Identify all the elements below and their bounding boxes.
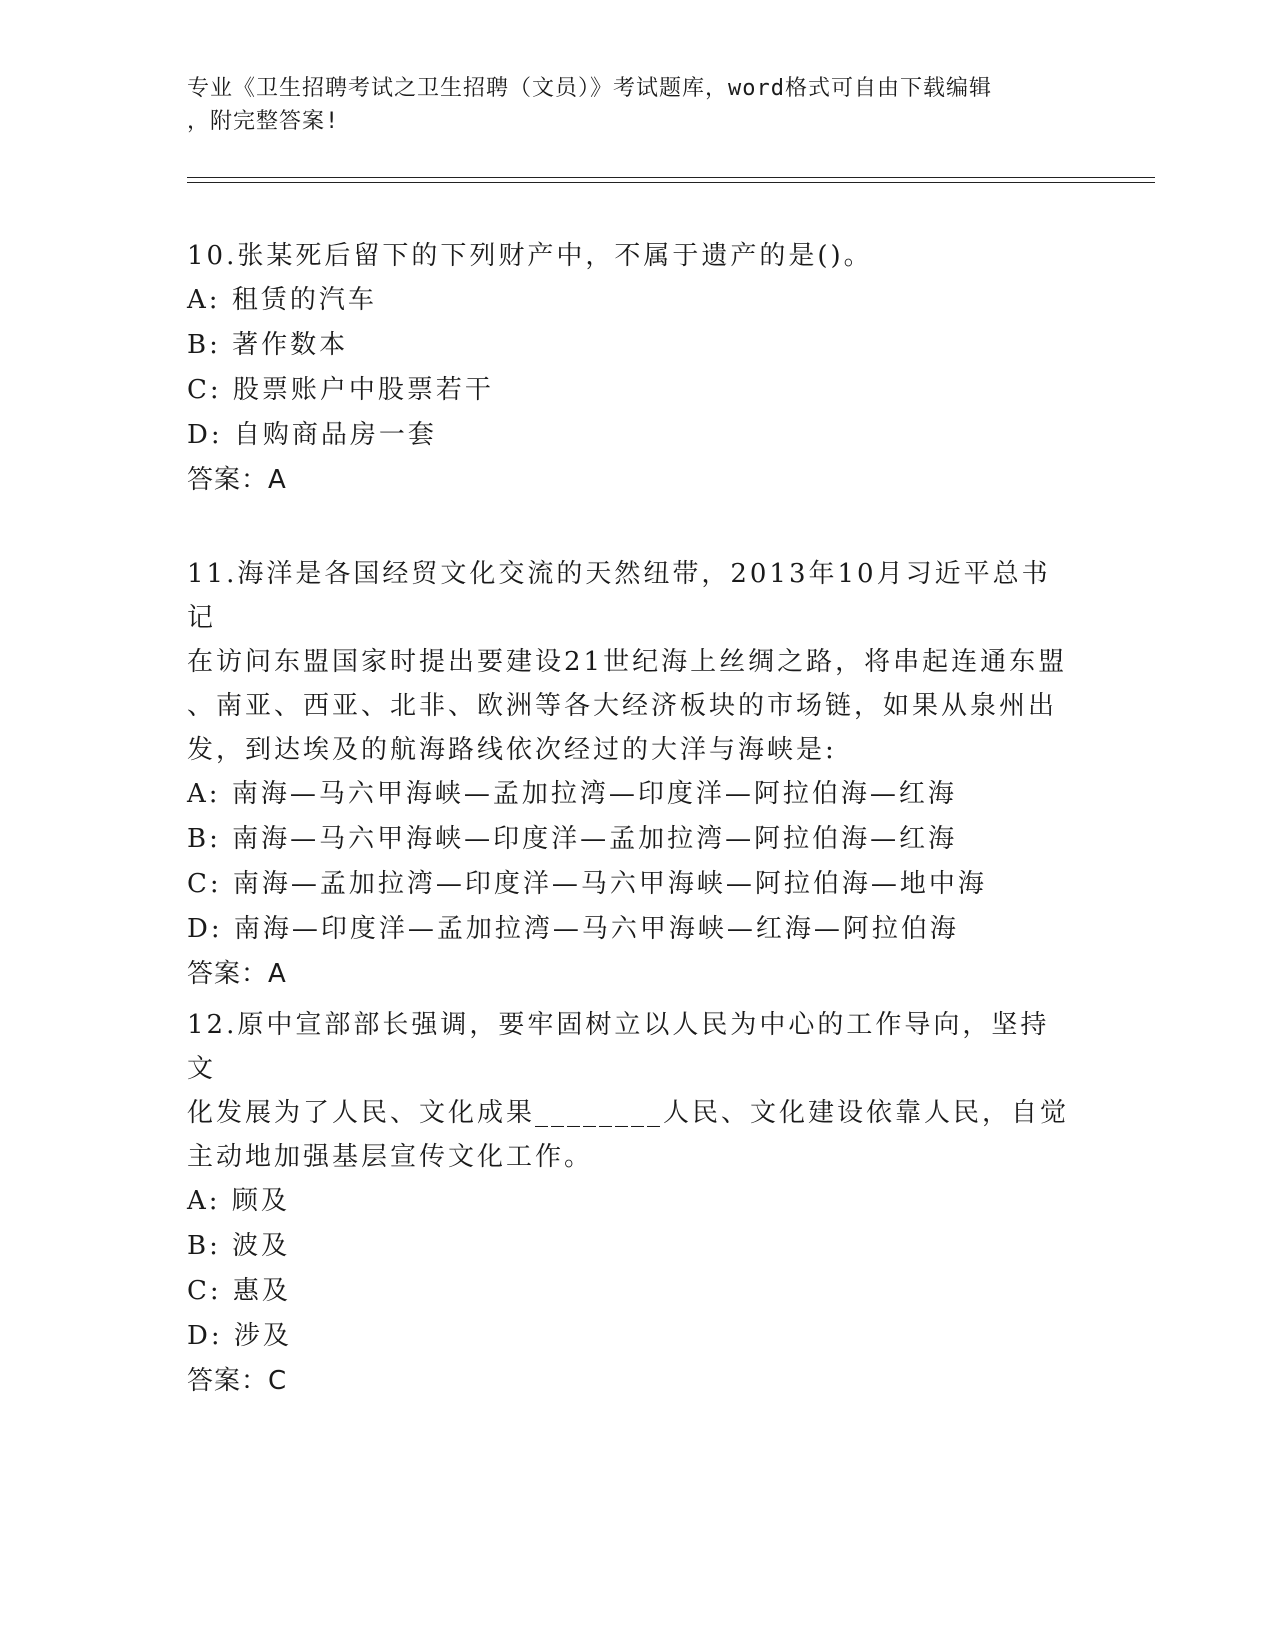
- question-12: [187, 1003, 1077, 1404]
- option-d: [187, 907, 1077, 952]
- option-text: 自购商品房一套: [233, 420, 437, 450]
- option-letter: B:: [187, 1231, 221, 1261]
- option-letter: A:: [187, 1186, 221, 1216]
- question-stem-line: 化发展为了人民、文化成果________人民、文化建设依靠人民，自觉: [187, 1098, 1070, 1128]
- option-c: [187, 368, 1077, 413]
- option-b: [187, 323, 1077, 368]
- header-divider: [187, 177, 1155, 178]
- option-letter: C:: [187, 869, 222, 899]
- option-c: [187, 862, 1077, 907]
- option-letter: D:: [187, 420, 223, 450]
- question-stem-line: 11.海洋是各国经贸文化交流的天然纽带，2013年10月习近平总书记: [187, 559, 1051, 633]
- option-a: [187, 1179, 1077, 1224]
- header-line: 专业《卫生招聘考试之卫生招聘（文员）》考试题库，word格式可自由下载编辑: [187, 76, 992, 101]
- option-a: [187, 772, 1077, 817]
- option-text: 涉及: [233, 1321, 292, 1351]
- option-c: [187, 1269, 1077, 1314]
- option-text: 著作数本: [232, 330, 349, 360]
- option-letter: B:: [187, 824, 221, 854]
- question-stem-line: 主动地加强基层宣传文化工作。: [187, 1142, 594, 1172]
- option-text: 股票账户中股票若干: [232, 375, 494, 405]
- answer-line: 答案：A: [187, 465, 287, 495]
- header-divider: [187, 182, 1155, 183]
- option-b: [187, 1224, 1077, 1269]
- option-text: 顾及: [231, 1186, 290, 1216]
- option-text: 南海—马六甲海峡—印度洋—孟加拉湾—阿拉伯海—红海: [232, 824, 958, 854]
- option-letter: C:: [187, 1276, 222, 1306]
- answer-line: 答案：C: [187, 1366, 288, 1396]
- option-letter: D:: [187, 1321, 223, 1351]
- question-10: [187, 234, 1077, 503]
- option-text: 租赁的汽车: [231, 285, 377, 315]
- option-letter: B:: [187, 330, 221, 360]
- option-b: [187, 817, 1077, 862]
- question-stem-line: 12.原中宣部部长强调，要牢固树立以人民为中心的工作导向，坚持文: [187, 1010, 1050, 1084]
- question-stem-line: 发，到达埃及的航海路线依次经过的大洋与海峡是:: [187, 735, 837, 765]
- option-d: [187, 413, 1077, 458]
- question-stem-line: 、南亚、西亚、北非、欧洲等各大经济板块的市场链，如果从泉州出: [187, 691, 1058, 721]
- option-letter: A:: [187, 285, 221, 315]
- option-text: 南海—马六甲海峡—孟加拉湾—印度洋—阿拉伯海—红海: [231, 779, 957, 809]
- question-stem-line: 在访问东盟国家时提出要建设21世纪海上丝绸之路，将串起连通东盟: [187, 647, 1068, 677]
- header-line: ，附完整答案!: [187, 109, 340, 134]
- option-letter: A:: [187, 779, 221, 809]
- option-letter: C:: [187, 375, 222, 405]
- question-stem: 10.张某死后留下的下列财产中，不属于遗产的是()。: [187, 241, 873, 271]
- option-letter: D:: [187, 914, 223, 944]
- option-text: 南海—印度洋—孟加拉湾—马六甲海峡—红海—阿拉伯海: [233, 914, 959, 944]
- question-11: [187, 552, 1077, 997]
- option-text: 波及: [232, 1231, 291, 1261]
- option-text: 惠及: [232, 1276, 291, 1306]
- option-a: [187, 278, 1077, 323]
- document-header: [187, 72, 1067, 138]
- answer-line: 答案：A: [187, 959, 287, 989]
- option-d: [187, 1314, 1077, 1359]
- option-text: 南海—孟加拉湾—印度洋—马六甲海峡—阿拉伯海—地中海: [232, 869, 987, 899]
